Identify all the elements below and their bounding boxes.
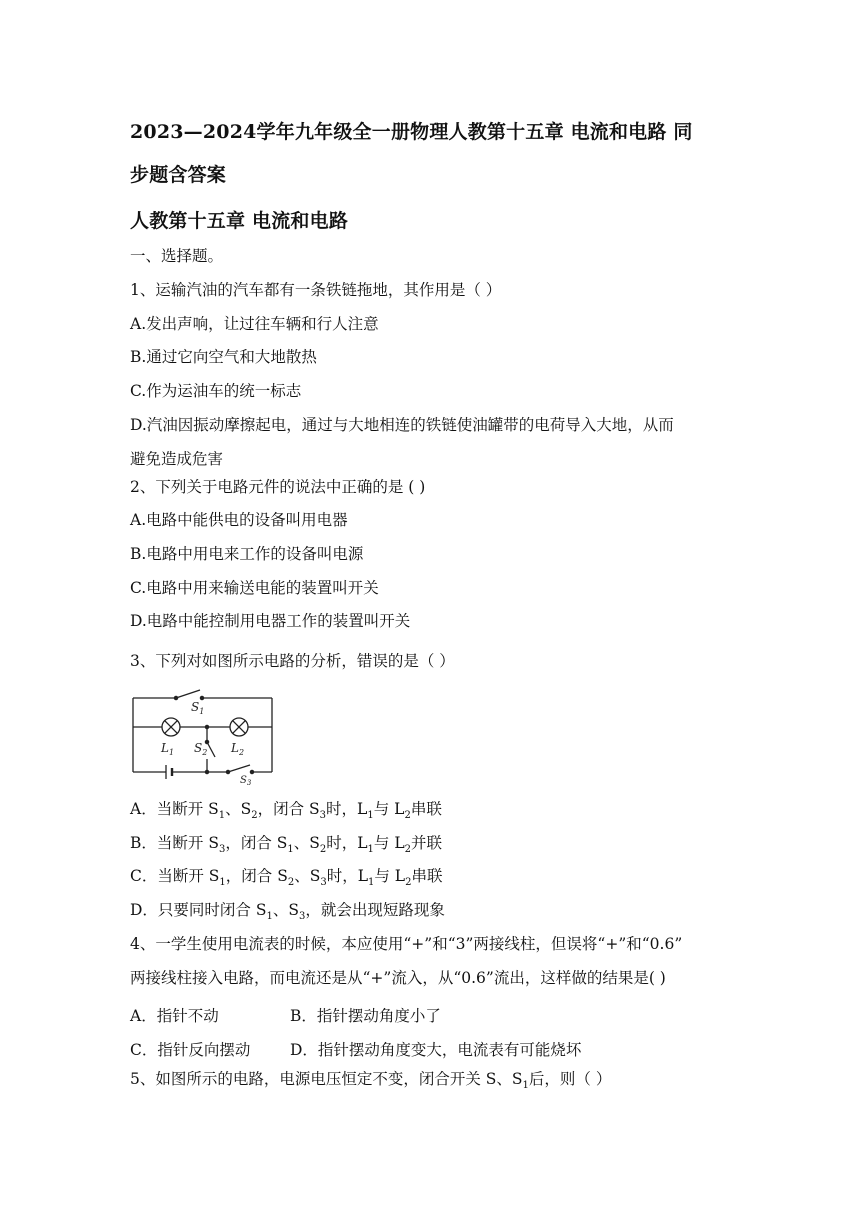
q4-stem-line1: 4、一学生使用电流表的时候，本应使用“+”和“3”两接线柱，但误将“+”和“0.6” [130, 935, 683, 953]
q4-option-a: A．指针不动 [130, 1007, 219, 1025]
q1-option-c: C.作为运油车的统一标志 [130, 382, 302, 400]
circuit-diagram [128, 685, 278, 785]
document-title-line1: 2023—2024学年九年级全一册物理人教第十五章 电流和电路 同 [130, 121, 693, 143]
q4-option-c: C．指针反向摆动 [130, 1041, 251, 1059]
q4-stem-line2: 两接线柱接入电路，而电流还是从“+”流入，从“0.6”流出，这样做的结果是( ) [130, 969, 666, 987]
q1-option-d-line1: D.汽油因振动摩擦起电，通过与大地相连的铁链使油罐带的电荷导入大地，从而 [130, 416, 674, 434]
label-s1: $S_1$ [191, 700, 205, 716]
q4-option-d: D．指针摆动角度变大，电流表有可能烧坏 [290, 1041, 582, 1059]
label-l2: $L_2$ [231, 741, 245, 757]
q3-option-b: B．当断开 $S_3$，闭合 $S_1$、$S_2$时，$L_1$与 $L_2$并联 [130, 834, 443, 856]
q2-option-b: B.电路中用电来工作的设备叫电源 [130, 545, 364, 563]
switch-s2-blade [207, 742, 215, 757]
q4-option-b: B．指针摆动角度小了 [290, 1007, 441, 1025]
document-title-line2: 步题含答案 [130, 164, 227, 186]
switch-s1-blade [176, 690, 200, 698]
chapter-subtitle: 人教第十五章 电流和电路 [130, 210, 349, 232]
q1-option-a: A.发出声响，让过往车辆和行人注意 [130, 315, 379, 333]
section-heading: 一、选择题。 [130, 247, 224, 265]
q2-stem: 2、下列关于电路元件的说法中正确的是 ( ) [130, 478, 426, 496]
q1-stem: 1、运输汽油的汽车都有一条铁链拖地，其作用是（ ） [130, 281, 502, 299]
q3-option-d: D．只要同时闭合 $S_1$、$S_3$，就会出现短路现象 [130, 901, 445, 923]
q4-options-row1 [130, 1004, 441, 1026]
label-l1: $L_1$ [161, 741, 175, 757]
q1-option-d-line2: 避免造成危害 [130, 450, 224, 468]
q5-stem: 5、如图所示的电路，电源电压恒定不变，闭合开关 S、$S_1$后，则（ ） [130, 1070, 612, 1092]
q2-option-d: D.电路中能控制用电器工作的装置叫开关 [130, 612, 411, 630]
q3-stem: 3、下列对如图所示电路的分析，错误的是（ ） [130, 652, 455, 670]
q2-option-c: C.电路中用来输送电能的装置叫开关 [130, 579, 379, 597]
q3-option-c: C．当断开 $S_1$，闭合 $S_2$、$S_3$时，$L_1$与 $L_2$串联 [130, 867, 443, 889]
q3-option-a: A．当断开 $S_1$、$S_2$，闭合 $S_3$时，$L_1$与 $L_2$串联 [130, 800, 442, 822]
label-s3: $S_3$ [240, 775, 252, 785]
q2-option-a: A.电路中能供电的设备叫用电器 [130, 511, 348, 529]
q4-options-row2 [130, 1038, 581, 1060]
label-s2: $S_2$ [194, 741, 208, 757]
q1-option-b: B.通过它向空气和大地散热 [130, 348, 317, 366]
switch-s3-blade [228, 765, 250, 772]
